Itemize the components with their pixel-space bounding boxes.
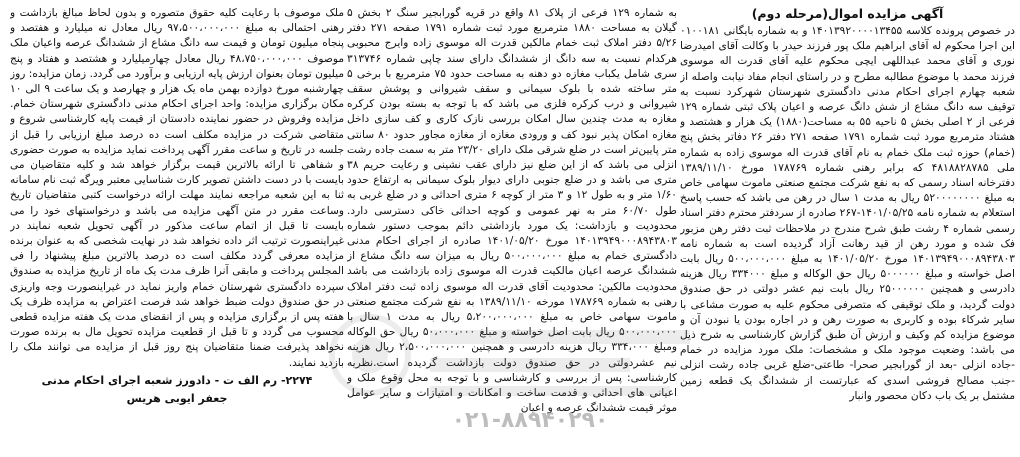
notice-text-left: ملک موصوف با رعایت کلیه حقوق متصوره و بدون لحاظ مبالغ بازداشت و رهنی احتمالی به مبلغ ۹۷،۵۰۰،۰۰۰،۰۰۰ ریال معادل نه میلیارد و هفتصد و پنجاه میلیون تومان و قیمت سه دانگ مشاع از ششدانگ عرصه واعیان ملک موصوف ۴۸،۷۵۰،۰۰۰،۰۰۰ ریال معادل چهارمیلیارد و هشتصد و هفتاد و پنج میلیون تومان بعنوان ارزش پایه ارزیابی و برآورد می گردد. زمان مزایده: روز چهارشنبه مورخ دوازده بهمن ماه یک هزار و چهارصد و یک ساعت ۹ الی ۱۰ مکان برگزاری مزایده: واحد اجرای احکام مدنی دادگستری شهرستان خمام. مزایده وفروش در حضور نماینده دادستان از قیمت پایه کارشناسی شروع و متقاضی شرکت در مزایده مکلف است ده درصد مبلغ ارزیابی را قبل از جلسه در تاریخ و ساعت مقرر آگهی پرداخت نماید مزایده به صورت حضوری و شفاهی تا ارائه بالاترین قیمت برگزار خواهد شد و کلیه متقاضیان می بایست با در دست داشتن تصویر کارت شناسایی معتبر ویرگه ثبت نام سامانه ثنا به این شعبه مراجعه نمایند مهلت ارائه درخواست کتبی متقاضیان تاریخ وساعت مقرر در متن آگهی مزایده می باشد و درخواستهای خود را می بایست تا قبل از اتمام ساعت مذکور در آگهی تحویل شعبه نمایند در غیراینصورت ترتیب اثر داده نخواهد شد در نهایت شخصی که به عنوان برنده مزایده معرفی گردد مکلف است ده درصد بالاترین مبلغ پیشنهاد را فی المجلس پرداخت و مابقی آنرا ظرف مدت یک ماه از تاریخ مزایده به صندوق سپرده دادگستری شهرستان خمام واریز نماید در غیراینصورت وجه واریزی در حق صندوق دولت ضبط خواهد شد فرصت اعتراض به مزایده ظرف یک هفته پس از برگزاری مزایده و پس از انقضای مدت یک هفته مزایده قطعی محسوب می گردد و تا قبل از قطعیت مزایده تحویل مال به برنده صورت نخواهد پذیرفت ضمنا متقاضیان پنج روز قبل از مزایده می توانند ملک را بازدید نمایند.: [10, 7, 344, 369]
notice-text-right: در خصوص پرونده کلاسه ۱۴۰۱۳۹۲۰۰۰۰۱۳۴۵۵ و به شماره بایگانی ۰۱۰۰۱۸۱ این اجرا محکوم له آقای ابراهیم ملک پور فرزند حیدر با وکالت آقای امیدرضا نوری و آقای محمد عبداللهی ایچی محکوم علیه آقای قدرت اله موسوی فرزند محمد با موضوع مطالبه مطرح و در راستای انجام مفاد نیابت واصله از شعبه چهارم اجرای احکام مدنی دادگستری شهرستان شهرکرد نسبت به توقیف سه دانگ مشاع از شش دانگ عرصه و اعیان پلاک ثبتی شماره ۱۲۹ فرعی از ۲ اصلی بخش ۵ ناحیه ۵۵ به مساحت(۱۸۸۰) یک هزار و هشتصد و هشتاد مترمربع مورد ثبت شماره ۱۷۹۱ صفحه ۲۷۱ دفتر ۲۶ دفاتر بخش پنج (خمام) حوزه ثبت ملک خمام به نام آقای قدرت اله موسوی زاده به شماره ملی ۴۸۱۸۸۲۸۷۸۵ که برابر رهنی شماره ۱۷۸۷۶۹ مورخ ۱۳۸۹/۱۱/۱۰ دفترخانه اسناد رسمی که به نفع شرکت مجتمع صنعتی ماموت سهامی خاص به مبلغ ۵۲۰۰۰۰۰۰۰۰ ریال به مدت ۱ سال در رهن می باشد که حسب پاسخ استعلام به شماره نامه ۱۴۰۱/۰۵/۲۵-۲۶۷ صادره از سردفتر محترم دفتر اسناد رسمی شماره ۴ رشت طبق شرح مندرج در ملاحظات ثبت دفتر رهن مزبور فک شده و مورد رهن از قید رهانت آزاد گردیده است به شماره نامه ۱۴۰۱۳۹۴۹۰۰۰۸۹۴۳۸۰۳ مورخ ۱۴۰۱/۰۵/۲۰ به مبلغ ۵۰۰،۰۰۰،۰۰۰ ریال بابت اصل خواسته و مبلغ ۵۰۰۰۰۰۰ ریال حق الوکاله و مبلغ ۳۳۴۰۰۰ ریال هزینه دادرسی و همچنین ۲۵۰۰۰۰۰۰ ریال بابت نیم عشر دولتی در حق صندوق دولت گردید، و ملک توقیفی که متصرفی محکوم علیه به صورت مشاعی با سایر شرکاء بوده و کاربری به صورت رهن و در اجاره بودن یا نبودن آن و موضوع مزایده کم وکیف و ارزش آن طبق گزارش کارشناسی به شرح ذیل می باشد: وضعیت موجود ملک و مشخصات: ملک مورد مزایده در خمام -جاده انزلی -بعد از گورابجیر صحرا- طاعتی-ضلع غربی جاده رشت انزلی -جنب مصالح فروشی اسدی که عبارتست از ششدانگ یک قطعه زمین مشتمل بر یک باب دکان محصور وانبار: [680, 25, 1015, 402]
watermark-phone: ۰۲۱-۸۸۹۴۰۲۹۰: [451, 408, 609, 433]
column-left: [10, 6, 344, 451]
signature-name: جعفر ایوبی هریس: [126, 391, 228, 405]
column-middle: [347, 6, 677, 451]
notice-title: آگهی مزایده اموال(مرحله دوم): [751, 6, 944, 21]
signature-line: ۲۲۷۴- رم الف ت - دادورز شعبه اجرای احکام مدنی: [41, 373, 313, 387]
notice-text-middle: به شماره ۱۲۹ فرعی از پلاک ۸۱ واقع در قریه گورابجیر سنگ ۲ بخش ۵ گیلان به مساحت ۱۸۸۰ مترمربع مورد ثبت شماره ۱۷۹۱ صفحه ۲۷۱ دفتر ۵/۲۶ دفتر املاک ثبت خمام مالکین قدرت اله موسوی زاده وایرج محبوبی هرکدام نسبت به سه دانگ از ششدانگ دارای سند چاپی شماره ۳۱۳۷۴۶ سری شامل یکباب مغازه دو دهنه به مساحت حدود ۷۵ مترمربع با برخی ۵ متر ساخته شده با بلوک سیمانی و سقف شیروانی و پوشش سقف شیروانی و درب کرکره فلزی می باشد که با توجه به بسته بودن کرکره مغازه به مدت چندین سال امکان بررسی نازک کاری و کف سازی داخل مغازه امکان پذیر نبود کف و ورودی مغازه از مغازه مجاور حدود ۸۰ سانتی متر پایین‌تر است در ضلع شرقی ملک دارای ۲۳/۲۰ متر به سمت جاده رشت انزلی می باشد که از این ضلع نیز دارای عقب نشینی و رعایت حریم ۳۸ متری می باشد و در ضلع جنوبی دارای دیوار بلوک سیمانی به ارتفاع حدود ۱/۶۰ متر و به طول ۱۲ و ۳ متر از کوچه ۶ متری احداثی و در ضلع غربی به طول ۶۰/۷۰ متر به نهر عمومی و کوچه احداثی خاکی دسترسی دارد. محدودیت و بازداشت: یک مورد بازداشتی دائم بموجب دستور شماره ۱۴۰۱۳۹۴۹۰۰۰۸۹۴۳۸۰۳ مورخ ۱۴۰۱/۰۵/۲۰ صادره از اجرای احکام مدنی دادگستری خمام به مبلغ ۵۰۰،۰۰۰،۰۰۰ ریال به میزان سه دانگ مشاع از ششدانگ عرصه اعیان مالکیت قدرت اله موسوی زاده بازداشت می باشد محدودیت مالکین: محدودیت آقای قدرت اله موسوی زاده ثبت دفتر املاک رهنی به شماره ۱۷۸۷۶۹ مورخه ۱۳۸۹/۱۱/۱۰ به نفع شرکت مجتمع صنعتی ماموت سهامی خاص به مبلغ ۵،۲۰۰،۰۰۰،۰۰۰ ریال به مدت ۱ سال با ۵۰۰،۰۰۰،۰۰۰ ریال بابت اصل خواسته و مبلغ ۵۰،۰۰۰،۰۰۰ ریال حق الوکاله ومبلغ ۳۳۴،۰۰۰ ریال هزینه دادرسی و همچنین ۲،۵۰۰،۰۰۰،۰۰۰ ریال هزینه نیم عشردولتی در حق صندوق دولت بازداشت گردیده است.نظریه کارشناسی: پس از بررسی و کارشناسی و با توجه به محل وقوع ملک و اعیانی های احداثی و قدمت ساخت و امکانات و امتیازات و سایر عوامل موثر قیمت ششدانگ عرصه و اعیان: [347, 7, 677, 415]
column-right: [680, 6, 1015, 451]
